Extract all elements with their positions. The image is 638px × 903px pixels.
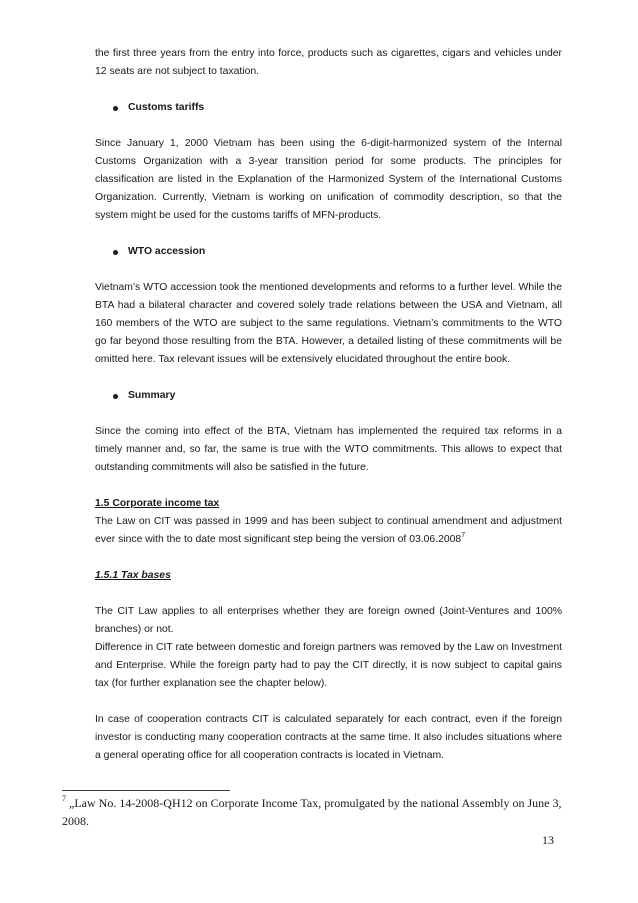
- page-number: 13: [542, 833, 554, 847]
- paragraph-cit-law-text: The Law on CIT was passed in 1999 and has been subject to continual amendment and adjustment ever since with the to date most significant step being the version of 03.06.2008: [95, 516, 562, 545]
- paragraph-tax-exemption: the first three years from the entry into force, products such as cigarettes, cigars and vehicles under 12 seats are not subject to taxation.: [95, 48, 562, 77]
- bullet-icon: [113, 394, 118, 399]
- paragraph-summary: Since the coming into effect of the BTA, Vietnam has implemented the required tax reforms in a timely manner and, so far, the same is true with the WTO commitments. This allows to expect that outstanding commitments will also be satisfied in the future.: [95, 426, 562, 473]
- bullet-icon: [113, 250, 118, 255]
- paragraph-cit-rate: Difference in CIT rate between domestic and foreign partners was removed by the Law on Investment and Enterprise. While the foreign party had to pay the CIT directly, it is now subject to capital gains tax (for further explanation see the chapter below).: [95, 642, 562, 689]
- footnote-number: 7: [62, 794, 66, 803]
- bullet-icon: [113, 106, 118, 111]
- bullet-customs-tariffs: [95, 99, 562, 117]
- paragraph-cit-law: [95, 513, 562, 549]
- footnote-divider: [62, 790, 230, 791]
- bullet-wto-accession: [95, 243, 562, 261]
- section-heading-corporate-income-tax: 1.5 Corporate income tax: [95, 498, 220, 509]
- body-text: [95, 45, 562, 783]
- bullet-summary: [95, 387, 562, 405]
- subsection-heading-tax-bases: 1.5.1 Tax bases: [95, 570, 171, 581]
- footnote-reference[interactable]: 7: [461, 532, 466, 539]
- paragraph-cit-applies: The CIT Law applies to all enterprises whether they are foreign owned (Joint-Ventures and 100% branches) or not.: [95, 606, 562, 635]
- paragraph-customs: Since January 1, 2000 Vietnam has been using the 6-digit-harmonized system of the Internal Customs Organization with a 3-year transition period for some products. The principles for classification are listed in the Explanation of the Harmonized System of the International Customs Organization. Currently, Vietnam is working on unification of commodity description, so that the system might be used for the customs tariffs of MFN-products.: [95, 138, 562, 221]
- paragraph-wto: Vietnam’s WTO accession took the mentioned developments and reforms to a further level. While the BTA had a bilateral character and covered solely trade relations between the USA and Vietnam, all 160 members of the WTO are subject to the same regulations. Vietnam’s commitments to the WTO go far beyond those resulting from the BTA. However, a detailed listing of these commitments will be omitted here. Tax relevant issues will be extensively elucidated throughout the entire book.: [95, 282, 562, 365]
- footnote: [62, 794, 562, 830]
- bullet-title: Customs tariffs: [128, 102, 205, 113]
- paragraph-cooperation-contracts: In case of cooperation contracts CIT is calculated separately for each contract, even if the foreign investor is conducting many cooperation contracts at the same time. It also includes situations where a general operating office for all cooperation contracts is located in Vietnam.: [95, 714, 562, 761]
- footnote-text: „Law No. 14-2008-QH12 on Corporate Income Tax, promulgated by the national Assembly on June 3, 2008.: [62, 796, 562, 828]
- bullet-title: Summary: [128, 390, 176, 401]
- bullet-title: WTO accession: [128, 246, 206, 257]
